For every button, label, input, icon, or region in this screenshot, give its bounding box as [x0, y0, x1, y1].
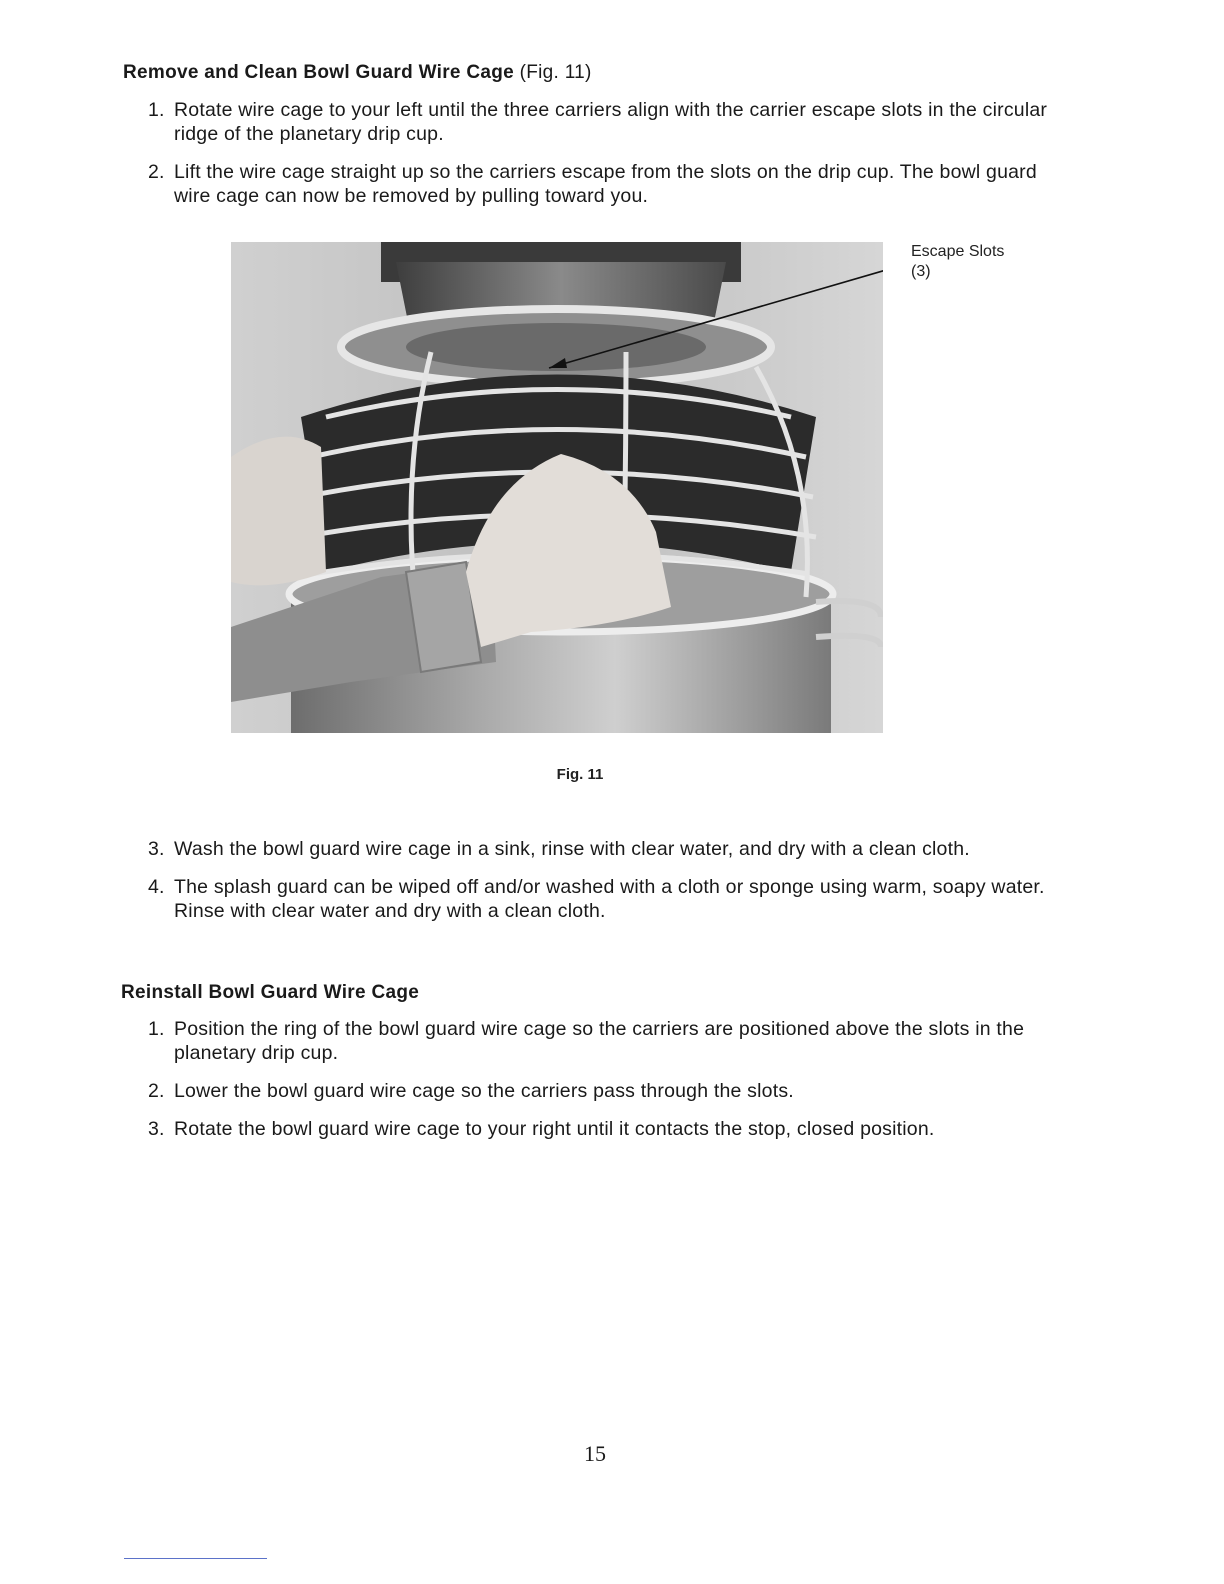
step-number: 2.: [148, 1080, 165, 1102]
step-text: Rotate wire cage to your left until the three carriers align with the carrier escape slots in the circular ridge of the planetary drip cup.: [174, 99, 1048, 145]
step-number: 3.: [148, 1118, 165, 1140]
step-number: 1.: [148, 1018, 165, 1040]
list-item: [0, 1079, 1074, 1103]
step-text: Wash the bowl guard wire cage in a sink, rinse with clear water, and dry with a clean cloth.: [174, 838, 970, 860]
list-item: [0, 837, 1074, 861]
remove-steps-list: [0, 98, 1074, 222]
step-number: 1.: [148, 99, 165, 121]
callout-line: (3): [911, 263, 931, 280]
step-text: Lift the wire cage straight up so the carriers escape from the slots on the drip cup. The bowl guard wire cage can now be removed by pulling toward you.: [174, 161, 1037, 207]
list-item: [0, 160, 1074, 208]
reinstall-steps-list: [0, 1017, 1074, 1155]
list-item: [0, 875, 1074, 923]
list-item: [0, 98, 1074, 146]
step-number: 2.: [148, 161, 165, 183]
page-number: 15: [584, 1441, 606, 1466]
figure-caption: Fig. 11: [556, 766, 604, 783]
section-heading-remove-clean: [123, 62, 592, 84]
figure-callout-label: [911, 242, 1004, 282]
step-text: Lower the bowl guard wire cage so the carriers pass through the slots.: [174, 1080, 794, 1102]
section-title: Remove and Clean Bowl Guard Wire Cage: [123, 62, 515, 83]
list-item: [0, 1017, 1074, 1065]
cleaning-steps-list: [0, 837, 1074, 937]
photo-illustration: [231, 242, 883, 733]
footnote-divider: [124, 1558, 267, 1559]
step-number: 3.: [148, 838, 165, 860]
step-number: 4.: [148, 876, 165, 898]
section-title: Reinstall Bowl Guard Wire Cage: [121, 982, 420, 1003]
figure-reference: (Fig. 11): [519, 62, 592, 83]
step-text: The splash guard can be wiped off and/or washed with a cloth or sponge using warm, soapy water. Rinse with clear water and dry with a clean cloth.: [174, 876, 1045, 922]
figure-photo-wire-cage: [231, 242, 883, 733]
list-item: [0, 1117, 1074, 1141]
step-text: Rotate the bowl guard wire cage to your right until it contacts the stop, closed position.: [174, 1118, 935, 1140]
step-text: Position the ring of the bowl guard wire cage so the carriers are positioned above the slots in the planetary drip cup.: [174, 1018, 1025, 1064]
callout-line: Escape Slots: [911, 243, 1005, 260]
section-heading-reinstall: [121, 982, 419, 1004]
